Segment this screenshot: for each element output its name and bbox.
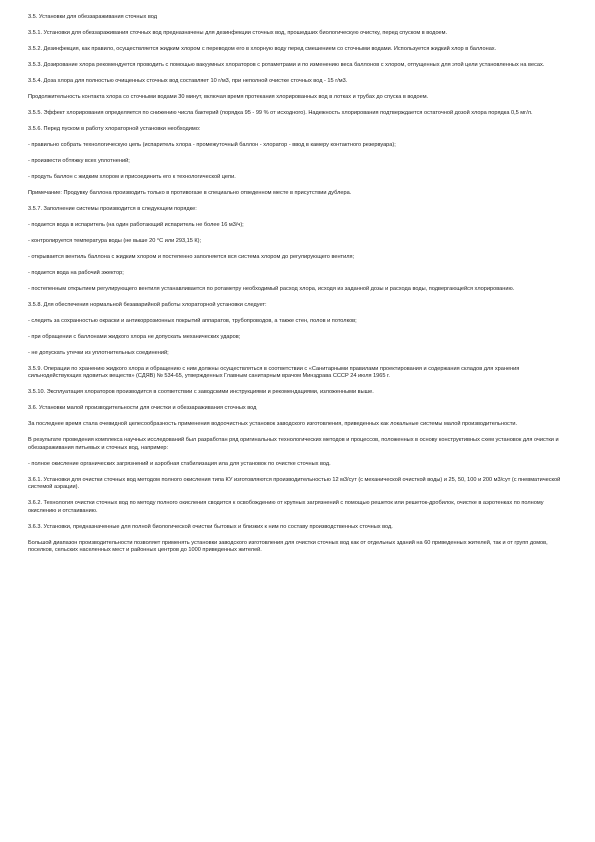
list-item: - открывается вентиль баллона с жидким хлором и постепенно заполняется вся система хлором до регулирующего вентиля; <box>28 254 355 260</box>
list-item: - правильно собрать технологическую цепь (испаритель хлора - промежуточный баллон - хлоратор - ввод в камеру контактного резервуара); <box>28 142 396 148</box>
paragraph: Продолжительность контакта хлора со сточными водами 30 минут, включая время протекания хлорированных вод в лотках и трубах до спуска в водоем. <box>28 94 429 100</box>
list-item: - при обращении с баллонами жидкого хлора не допускать механических ударов; <box>28 334 241 340</box>
paragraph: 3.5.2. Дезинфекция, как правило, осуществляется жидким хлором с переводом его в хлорную воду перед смешением со сточными водами. Используется жидкий хлор в баллонах. <box>28 46 497 52</box>
note: Примечание: Продувку баллона производить только в противогазе в специально отведенном месте в присутствии дублера. <box>28 190 352 196</box>
paragraph: 3.5.4. Доза хлора для полностью очищенных сточных вод составляет 10 г/м3, при неполной очистке сточных вод - 15 г/м3. <box>28 78 348 84</box>
list-item: - постепенным открытием регулирующего вентиля устанавливается по ротаметру необходимый расход хлора, исходя из заданной дозы и расхода воды, подвергающейся хлорированию. <box>28 286 515 292</box>
paragraph: 3.5.8. Для обеспечения нормальной безаварийной работы хлораторной установки следует: <box>28 302 267 308</box>
list-item: - следить за сохранностью окраски и антикоррозионных покрытий аппаратов, трубопроводов, а также стен, полов и потолков; <box>28 318 357 324</box>
list-item: - подается вода в испаритель (на один работающий испаритель не более 16 м3/ч); <box>28 222 244 228</box>
paragraph: 3.5.3. Дозирование хлора рекомендуется проводить с помощью вакуумных хлораторов с ротаметрами и по изменению веса баллонов с хлором, отпущенных для этой цели установленных на весах. <box>28 62 545 68</box>
paragraph: 3.5.6. Перед пуском в работу хлораторной установки необходимо: <box>28 126 201 132</box>
list-item: - контролируется температура воды (не выше 20 °С или 293,15 К); <box>28 238 202 244</box>
paragraph: 3.5.7. Заполнение системы производится в следующем порядке: <box>28 206 197 212</box>
list-item: - полное окисление органических загрязнений и аэробная стабилизация ила для установок по очистке сточных вод. <box>28 460 331 467</box>
paragraph: Большой диапазон производительности позволяет применять установки заводского изготовления для очистки сточных вод как от отдельных зданий на 60 приведенных жителей, так и от групп домов, поселков, сельских населенных мест и районных центров до 1000 приведенных жителей. <box>28 539 548 554</box>
paragraph: В результате проведения комплекса научных исследований был разработан ряд оригинальных технологических методов и процессов, положенных в основу конструктивных схем установок для очистки и обеззараживания питьевых и сточных вод, например: <box>28 437 559 451</box>
list-item: - произвести обтяжку всех уплотнений; <box>28 158 130 164</box>
paragraph: 3.5.9. Операции по хранению жидкого хлора и обращению с ним должны осуществляться в соответствии с «Санитарными правилами проектирования и содержания складов для хранения сильнодействующих ядовитых веществ» (СДЯВ) № 534-65, утвержденных Главным санитарным врачом Минздрава СССР 24 июля 1965 г. <box>28 366 520 380</box>
paragraph: 3.6.1. Установки для очистки сточных вод методом полного окисления типа КУ изготовляются производительностью 12 м3/сут (с механической очисткой воды) и 25, 50, 100 и 200 м3/сут (с пневматической системой аэрации). <box>28 476 561 491</box>
section-heading-3-5: 3.5. Установки для обеззараживания сточных вод <box>28 14 158 20</box>
list-item: - продуть баллон с жидким хлором и присоединить его к технологической цепи. <box>28 174 236 180</box>
document-page <box>28 14 568 563</box>
paragraph: За последнее время стала очевидной целесообразность применения водоочистных установок заводского изготовления, приведенных как локальные системы малой производительности. <box>28 421 518 428</box>
paragraph: 3.6.3. Установки, предназначенные для полной биологической очистки бытовых и близких к ним по составу производственных сточных вод. <box>28 523 393 530</box>
paragraph: 3.5.1. Установки для обеззараживания сточных вод предназначены для дезинфекции сточных вод, прошедших биологическую очистку, перед спуском в водоем. <box>28 30 448 36</box>
list-item: - подается вода на рабочий эжектор; <box>28 270 124 276</box>
list-item: - не допускать утечки из уплотнительных соединений; <box>28 350 169 356</box>
section-heading-3-6: 3.6. Установки малой производительности для очистки и обеззараживания сточных вод <box>28 405 257 412</box>
paragraph: 3.5.5. Эффект хлорирования определяется по снижению числа бактерий (порядка 95 - 99 % от исходного). Надежность хлорирования подтверждается остаточной дозой хлора порядка 0,5 мг/л. <box>28 110 533 116</box>
paragraph: 3.6.2. Технология очистки сточных вод по методу полного окисления сводится к освобождению от крупных загрязнений с помощью решеток или решеток-дробилок, очистке в аэротенках по полному окислению и отстаиванию. <box>28 500 544 514</box>
paragraph: 3.5.10. Эксплуатация хлораторов производится в соответствии с заводскими инструкциями и рекомендациями, изложенными выше. <box>28 389 374 396</box>
